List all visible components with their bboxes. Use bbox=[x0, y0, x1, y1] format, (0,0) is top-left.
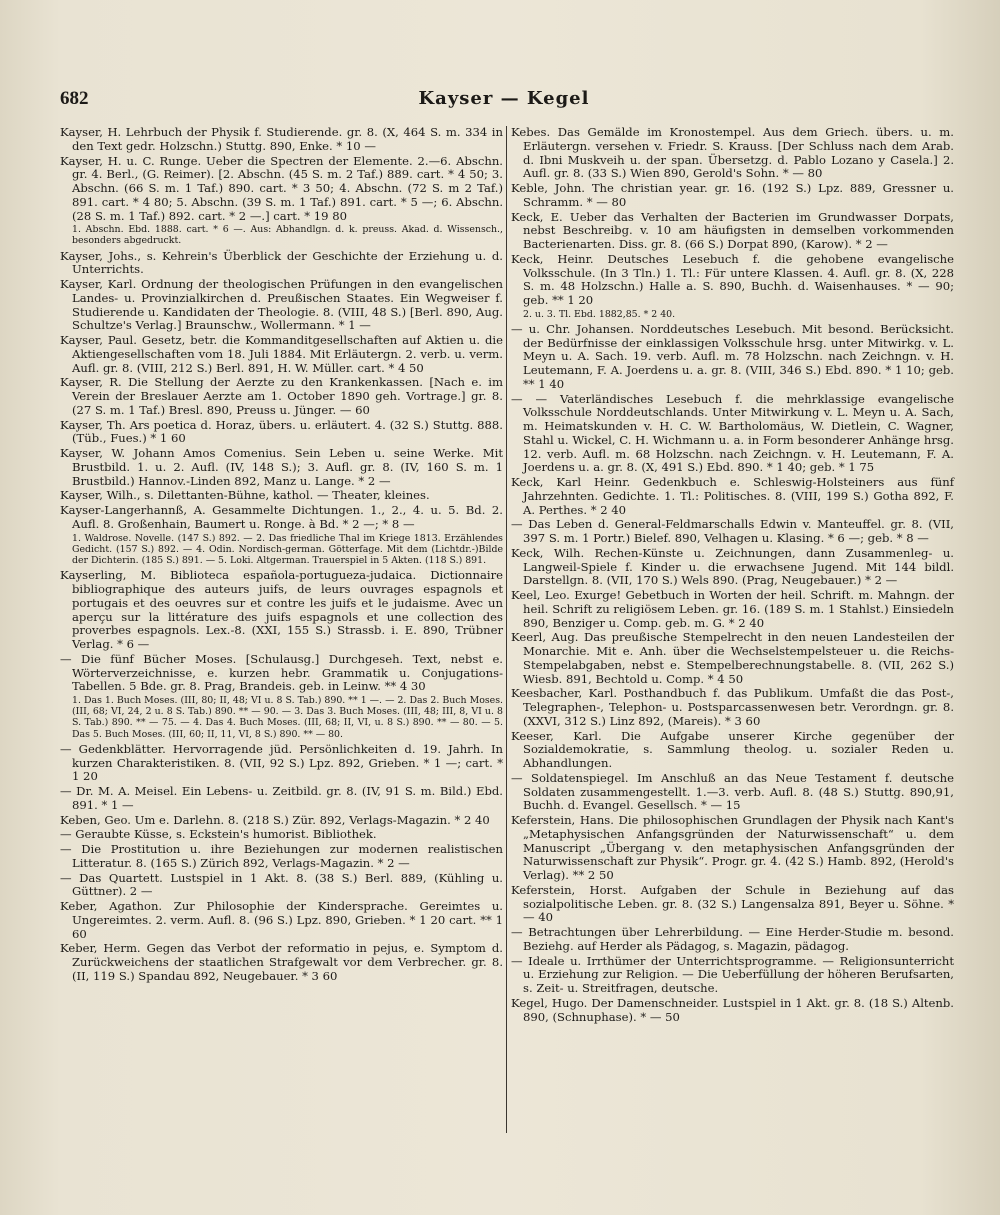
page-header bbox=[60, 88, 948, 118]
catalog-entry: — u. Chr. Johansen. Norddeutsches Lesebuch. Mit besond. Berücksicht. der Bedürfnisse der einklassigen Volksschule hrsg. unter Mitwirkg. v. L. Meyn u. A. Sach. 19. verb. Aufl. m. 78 Holzschn. nach Zeichngn. v. H. Leutemann, F. A. Joerdens u. a. gr. 8. (VIII, 346 S.) Ebd. 890. * 1 10; geb. ** 1 40 bbox=[511, 321, 954, 391]
catalog-entry: Kayser, H. Lehrbuch der Physik f. Studierende. gr. 8. (X, 464 S. m. 334 in den Text gedr. Holzschn.) Stuttg. 890, Enke. * 10 — bbox=[60, 125, 503, 153]
catalog-entry: Keerl, Aug. Das preußische Stempelrecht in den neuen Landesteilen der Monarchie. Mit e. Anh. über die Wechselstempelsteuer u. die Reichs-Stempelabgaben, nebst e. Stempelberechnungstabelle. 8. (VII, 262 S.) Wiesb. 891, Bechtold u. Comp. * 4 50 bbox=[511, 630, 954, 686]
catalog-entry: Keck, E. Ueber das Verhalten der Bacterien im Grundwasser Dorpats, nebst Beschreibg. v. 10 am häufigsten in demselben vorkommenden Bacterienarten. Diss. gr. 8. (66 S.) Dorpat 890, (Karow). * 2 — bbox=[511, 209, 954, 251]
catalog-entry: — Das Quartett. Lustspiel in 1 Akt. 8. (38 S.) Berl. 889, (Kühling u. Güttner). 2 — bbox=[60, 870, 503, 899]
catalog-entry: Kayser, Johs., s. Kehrein's Überblick der Geschichte der Erziehung u. d. Unterrichts. bbox=[60, 248, 503, 277]
catalog-entry: — Betrachtungen über Lehrerbildung. — Eine Herder-Studie m. besond. Beziehg. auf Herder als Pädagog, s. Magazin, pädagog. bbox=[511, 925, 954, 953]
catalog-entry: Kayser, Wilh., s. Dilettanten-Bühne, kathol. — Theater, kleines. bbox=[60, 488, 430, 503]
column-divider bbox=[506, 126, 507, 1133]
catalog-entry: Kayser, R. Die Stellung der Aerzte zu den Krankenkassen. [Nach e. im Verein der Breslauer Aerzte am 1. October 1890 geh. Vortrage.] gr. 8. (27 S. m. 1 Taf.) Bresl. 890, Preuss u. Jünger. — 60 bbox=[60, 375, 503, 417]
catalog-entry: Kebes. Das Gemälde im Kronostempel. Aus dem Griech. übers. u. m. Erläutergn. versehen v. Friedr. S. Krauss. [Der Schluss nach dem Arab. d. Ibni Muskveih u. der span. Übersetzg. d. Pablo Lozano y Casela.] 2. Aufl. gr. 8. (33 S.) Wien 890, Gerold's Sohn. * — 80 bbox=[511, 125, 954, 181]
catalog-entry: Kayser, Th. Ars poetica d. Horaz, übers. u. erläutert. 4. (32 S.) Stuttg. 888. (Tüb., Fues.) * 1 60 bbox=[60, 417, 503, 446]
catalog-entry: Keber, Herm. Gegen das Verbot der reformatio in pejus, e. Symptom d. Zurückweichens der staatlichen Strafgewalt vor dem Verbrecher. gr. 8. (II, 119 S.) Spandau 892, Neugebauer. * 3 60 bbox=[60, 941, 503, 983]
entry-subnote: 1. Waldrose. Novelle. (147 S.) 892. — 2. Das friedliche Thal im Kriege 1813. Erzählendes Gedicht. (157 S.) 892. — 4. Odin. Nordisch-german. Götterfage. Mit dem (Lichtdr.-)Bilde der Dichterin. (185 S.) 891. — 5. Loki. Altgerman. Trauerspiel in 5 Akten. (118 S.) 891. bbox=[72, 532, 503, 567]
catalog-entry: Kayserling, M. Biblioteca española-portugueza-judaica. Dictionnaire bibliographique des auteurs juifs, de leurs ouvrages espagnols et portugais et des oeuvres sur et contre les juifs et le judaisme. Avec un aperçu sur la littérature des juifs espagnols et une collection des proverbes espagnols. Lex.-8. (XXI, 155 S.) Strassb. i. E. 890, Trübner Verlag. * 6 — bbox=[60, 568, 503, 652]
catalog-entry: Keck, Karl Heinr. Gedenkbuch e. Schleswig-Holsteiners aus fünf Jahrzehnten. Gedichte. 1. Tl.: Politisches. 8. (VIII, 199 S.) Gotha 892, F. A. Perthes. * 2 40 bbox=[511, 475, 954, 517]
catalog-entry: — Geraubte Küsse, s. Eckstein's humorist. Bibliothek. bbox=[60, 827, 377, 842]
entry-subnote: 1. Das 1. Buch Moses. (III, 80; II, 48; VI u. 8 S. Tab.) 890. ** 1 —. — 2. Das 2. Buch Moses. (III, 68; VI, 24, 2 u. 8 S. Tab.) 890. ** — 90. — 3. Das 3. Buch Moses. (III, 48; III, 8, VI u. 8 S. Tab.) 890. ** — 75. — 4. Das 4. Buch Moses. (III, 68; II, VI, u. 8 S.) 890. ** — 80. — 5. Das 5. Buch Moses. (III, 60; II, 11, VI, 8 S.) 890. ** — 80. bbox=[72, 695, 503, 740]
right-column bbox=[511, 126, 954, 1025]
catalog-entry: — Die Prostitution u. ihre Beziehungen zur modernen realistischen Litteratur. 8. (165 S.) Zürich 892, Verlags-Magazin. * 2 — bbox=[60, 842, 503, 870]
catalog-entry: Kayser, W. Johann Amos Comenius. Sein Leben u. seine Werke. Mit Brustbild. 1. u. 2. Aufl. (IV, 148 S.); 3. Aufl. gr. 8. (IV, 160 S. m. 1 Brustbild.) Hannov.-Linden 892, Manz u. Lange. * 2 — bbox=[60, 446, 503, 488]
running-title: Kayser — Kegel bbox=[418, 88, 590, 109]
catalog-entry: Keck, Heinr. Deutsches Lesebuch f. die gehobene evangelische Volksschule. (In 3 Tln.) 1. Tl.: Für untere Klassen. 4. Aufl. gr. 8. (X, 228 S. m. 48 Holzschn.) Halle a. S. 890, Buchh. d. Waisenhauses. * — 90; geb. ** 1 20 bbox=[511, 251, 954, 307]
page-number: 682 bbox=[60, 88, 89, 109]
catalog-entry: Keesbacher, Karl. Posthandbuch f. das Publikum. Umfaßt die das Post-, Telegraphen-, Telephon- u. Postsparcassenwesen betr. Verordngn. gr. 8. (XXVI, 312 S.) Linz 892, (Mareis). * 3 60 bbox=[511, 686, 954, 728]
catalog-entry: Keben, Geo. Um e. Darlehn. 8. (218 S.) Zür. 892, Verlags-Magazin. * 2 40 bbox=[60, 812, 490, 827]
catalog-entry: Kayser, Paul. Gesetz, betr. die Kommanditgesellschaften auf Aktien u. die Aktiengesellschaften vom 18. Juli 1884. Mit Erläutergn. 2. verb. u. verm. Aufl. gr. 8. (VIII, 212 S.) Berl. 891, H. W. Müller. cart. * 4 50 bbox=[60, 333, 503, 375]
catalog-entry: — Das Leben d. General-Feldmarschalls Edwin v. Manteuffel. gr. 8. (VII, 397 S. m. 1 Portr.) Bielef. 890, Velhagen u. Klasing. * 6 —; geb. * 8 — bbox=[511, 517, 954, 546]
catalog-entry: Kayser, H. u. C. Runge. Ueber die Spectren der Elemente. 2.—6. Abschn. gr. 4. Berl., (G. Reimer). [2. Abschn. (45 S. m. 2 Taf.) 889. cart. * 4 50; 3. Abschn. (66 S. m. 1 Taf.) 890. cart. * 3 50; 4. Abschn. (72 S. m 2 Taf.) 891. cart. * 4 80; 5. Abschn. (39 S. m. 1 Taf.) 891. cart. * 5 —; 6. Abschn. (28 S. m. 1 Taf.) 892. cart. * 2 —.] cart. * 19 80 bbox=[60, 153, 503, 223]
catalog-entry: Keeser, Karl. Die Aufgabe unserer Kirche gegenüber der Sozialdemokratie, s. Sammlung theolog. u. sozialer Reden u. Abhandlungen. bbox=[511, 728, 954, 771]
entry-subnote: 1. Abschn. Ebd. 1888. cart. * 6 —. Aus: Abhandlgn. d. k. preuss. Akad. d. Wissensch., besonders abgedruckt. bbox=[72, 224, 503, 247]
catalog-entry: Keck, Wilh. Rechen-Künste u. Zeichnungen, dann Zusammenleg- u. Langweil-Spiele f. Kinder u. die erwachsene Jugend. Mit 144 bildl. Darstellgn. 8. (VII, 170 S.) Wels 890. (Prag, Neugebauer.) * 2 — bbox=[511, 545, 954, 588]
catalog-entry: — Ideale u. Irrthümer der Unterrichtsprogramme. — Religionsunterricht u. Erziehung zur Religion. — Die Ueberfüllung der höheren Berufsarten, s. Zeit- u. Streitfragen, deutsche. bbox=[511, 953, 954, 996]
catalog-entry: Kayser-Langerhannß, A. Gesammelte Dichtungen. 1., 2., 4. u. 5. Bd. 2. Aufl. 8. Großenhain, Baumert u. Ronge. à Bd. * 2 —; * 8 — bbox=[60, 503, 503, 531]
catalog-entry: Kegel, Hugo. Der Damenschneider. Lustspiel in 1 Akt. gr. 8. (18 S.) Altenb. 890, (Schnuphase). * — 50 bbox=[511, 995, 954, 1024]
catalog-entry: — Dr. M. A. Meisel. Ein Lebens- u. Zeitbild. gr. 8. (IV, 91 S. m. Bild.) Ebd. 891. * 1 — bbox=[60, 784, 503, 812]
entry-subnote: 2. u. 3. Tl. Ebd. 1882,85. * 2 40. bbox=[523, 308, 676, 320]
catalog-entry: Kayser, Karl. Ordnung der theologischen Prüfungen in den evangelischen Landes- u. Provinzialkirchen d. Preußischen Staates. Ein Wegweiser f. Studierende u. Kandidaten der Theologie. 8. (VIII, 48 S.) [Berl. 890, Aug. Schultze's Verlag.] Braunschw., Wollermann. * 1 — bbox=[60, 277, 503, 333]
catalog-entry: Keferstein, Horst. Aufgaben der Schule in Beziehung auf das sozialpolitische Leben. gr. 8. (32 S.) Langensalza 891, Beyer u. Söhne. * — 40 bbox=[511, 882, 954, 925]
catalog-entry: Keber, Agathon. Zur Philosophie der Kindersprache. Gereimtes u. Ungereimtes. 2. verm. Aufl. 8. (96 S.) Lpz. 890, Grieben. * 1 20 cart. ** 1 60 bbox=[60, 899, 503, 941]
catalog-entry: Keel, Leo. Exurge! Gebetbuch in Worten der heil. Schrift. m. Mahngn. der heil. Schrift zu religiösem Leben. gr. 16. (189 S. m. 1 Stahlst.) Einsiedeln 890, Benziger u. Comp. geb. m. G. * 2 40 bbox=[511, 588, 954, 630]
catalog-entry: — Die fünf Bücher Moses. [Schulausg.] Durchgeseh. Text, nebst e. Wörterverzeichnisse, e. kurzen hebr. Grammatik u. Conjugations-Tabellen. 5 Bde. gr. 8. Prag, Brandeis. geb. in Leinw. ** 4 30 bbox=[60, 651, 503, 694]
catalog-entry: — Gedenkblätter. Hervorragende jüd. Persönlichkeiten d. 19. Jahrh. In kurzen Charakteristiken. 8. (VII, 92 S.) Lpz. 892, Grieben. * 1 —; cart. * 1 20 bbox=[60, 741, 503, 784]
catalog-entry: — Soldatenspiegel. Im Anschluß an das Neue Testament f. deutsche Soldaten zusammengestellt. 1.—3. verb. Aufl. 8. (48 S.) Stuttg. 890,91, Buchh. d. Evangel. Gesellsch. * — 15 bbox=[511, 770, 954, 813]
left-column bbox=[60, 126, 503, 985]
catalog-entry: Keble, John. The christian year. gr. 16. (192 S.) Lpz. 889, Gressner u. Schramm. * — 80 bbox=[511, 181, 954, 209]
catalog-entry: — — Vaterländisches Lesebuch f. die mehrklassige evangelische Volksschule Norddeutschlands. Unter Mitwirkung v. L. Meyn u. A. Sach, m. Heimatskunden v. H. C. W. Bartholomäus, W. Dietlein, C. Wagner, Stahl u. Wickel, C. H. Wichmann u. a. in Form besonderer Anhänge hrsg. 12. verb. Aufl. m. 68 Holzschn. nach Zeichngn. v. H. Leutemann, F. A. Joerdens u. a. gr. 8. (X, 491 S.) Ebd. 890. * 1 40; geb. * 1 75 bbox=[511, 391, 954, 475]
catalog-entry: Keferstein, Hans. Die philosophischen Grundlagen der Physik nach Kant's „Metaphysischen Anfangsgründen der Naturwissenschaft“ u. dem Manuscript „Übergang v. den metaphysischen Anfangsgründen der Naturwissenschaft zur Physik“. Progr. gr. 4. (42 S.) Hamb. 892, (Herold's Verlag). ** 2 50 bbox=[511, 813, 954, 883]
